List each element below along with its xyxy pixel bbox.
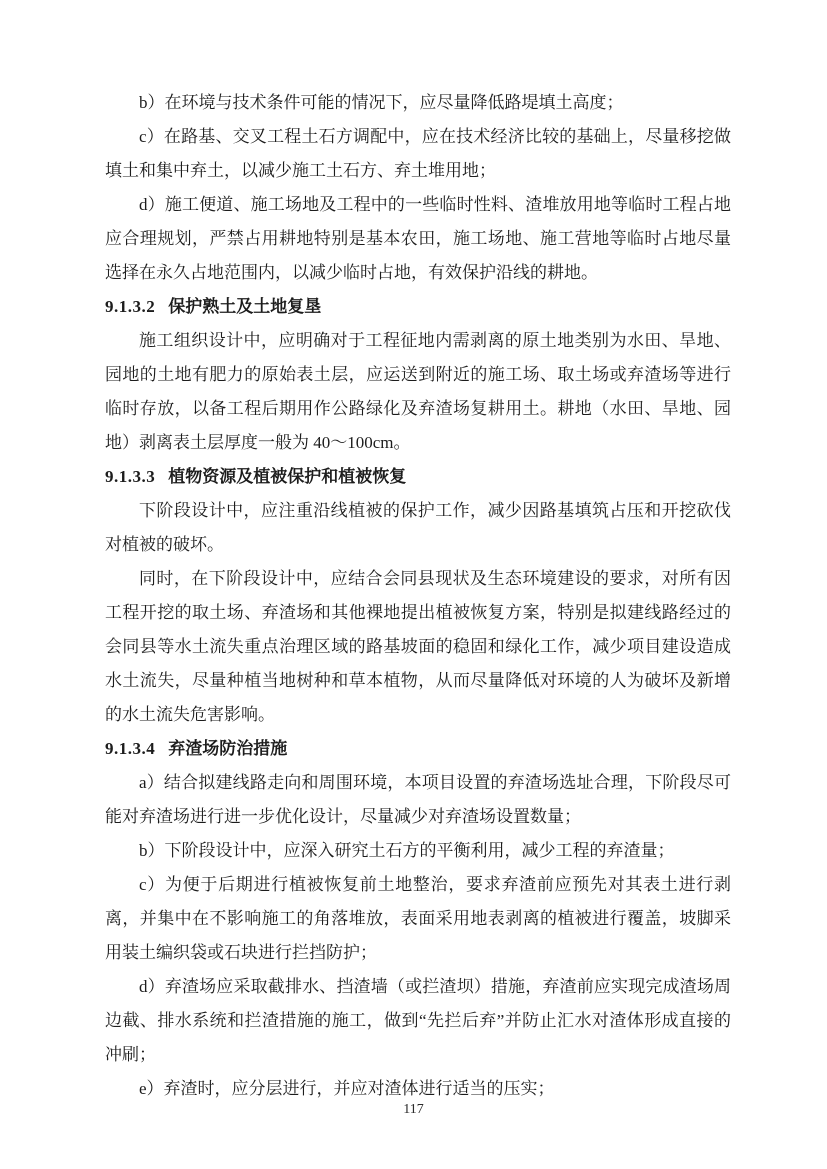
paragraph-item-a-spoil-site-selection: a）结合拟建线路走向和周围环境，本项目设置的弃渣场选址合理，下阶段尽可能对弃渣场进行进一步优化设计，尽量减少对弃渣场设置数量； [105,773,731,826]
section-title: 保护熟土及土地复垦 [168,297,322,316]
paragraph-topsoil-protection: 施工组织设计中，应明确对于工程征地内需剥离的原土地类别为水田、旱地、园地的土地有肥力的原始表土层，应运送到附近的施工场、取土场或弃渣场等进行临时存放，以备工程后期用作公路绿化及弃渣场复耕用土。耕地（水田、旱地、园地）剥离表土层厚度一般为 40～100cm。 [105,331,731,452]
paragraph-item-c-topsoil-stripping: c）为便于后期进行植被恢复前土地整治，要求弃渣前应预先对其表土进行剥离，并集中在不影响施工的角落堆放，表面采用地表剥离的植被进行覆盖，坡脚采用装土编织袋或石块进行拦挡防护； [105,875,731,962]
section-number: 9.1.3.3 [105,467,156,486]
paragraph-item-d-temporary-land-use: d）施工便道、施工场地及工程中的一些临时性料、渣堆放用地等临时工程占地应合理规划，严禁占用耕地特别是基本农田，施工场地、施工营地等临时占地尽量选择在永久占地范围内，以减少临时占地，有效保护沿线的耕地。 [105,195,731,282]
document-body [105,86,731,1106]
paragraph-item-b-earthwork-balance: b）下阶段设计中，应深入研究土石方的平衡利用，减少工程的弃渣量； [139,841,675,860]
paragraph-item-b-embankment-height: b）在环境与技术条件可能的情况下，应尽量降低路堤填土高度； [139,93,624,112]
paragraph-item-d-drainage-retaining: d）弃渣场应采取截排水、挡渣墙（或拦渣坝）措施，弃渣前应实现完成渣场周边截、排水系统和拦渣措施的施工，做到“先拦后弃”并防止汇水对渣体形成直接的冲刷； [105,977,731,1064]
paragraph-vegetation-protection: 下阶段设计中，应注重沿线植被的保护工作，减少因路基填筑占压和开挖砍伐对植被的破坏。 [105,501,731,554]
paragraph-vegetation-restoration-plan: 同时，在下阶段设计中，应结合会同县现状及生态环境建设的要求，对所有因工程开挖的取土场、弃渣场和其他裸地提出植被恢复方案，特别是拟建线路经过的会同县等水土流失重点治理区域的路基坡面的稳固和绿化工作，减少项目建设造成水土流失，尽量种植当地树种和草本植物，从而尽量降低对环境的人为破坏及新增的水土流失危害影响。 [105,569,731,724]
paragraph-item-e-layered-compaction: e）弃渣时，应分层进行，并应对渣体进行适当的压实； [139,1079,555,1098]
section-title: 植物资源及植被保护和植被恢复 [168,467,407,486]
page-number: 117 [403,1102,424,1117]
section-heading-9-1-3-2 [105,290,731,324]
section-heading-9-1-3-4 [105,732,731,766]
paragraph-item-c-earthwork-allocation: c）在路基、交叉工程土石方调配中，应在技术经济比较的基础上，尽量移挖做填土和集中弃土，以减少施工土石方、弃土堆用地； [105,127,731,180]
section-title: 弃渣场防治措施 [168,739,288,758]
section-heading-9-1-3-3 [105,460,731,494]
section-number: 9.1.3.2 [105,297,156,316]
section-number: 9.1.3.4 [105,739,156,758]
